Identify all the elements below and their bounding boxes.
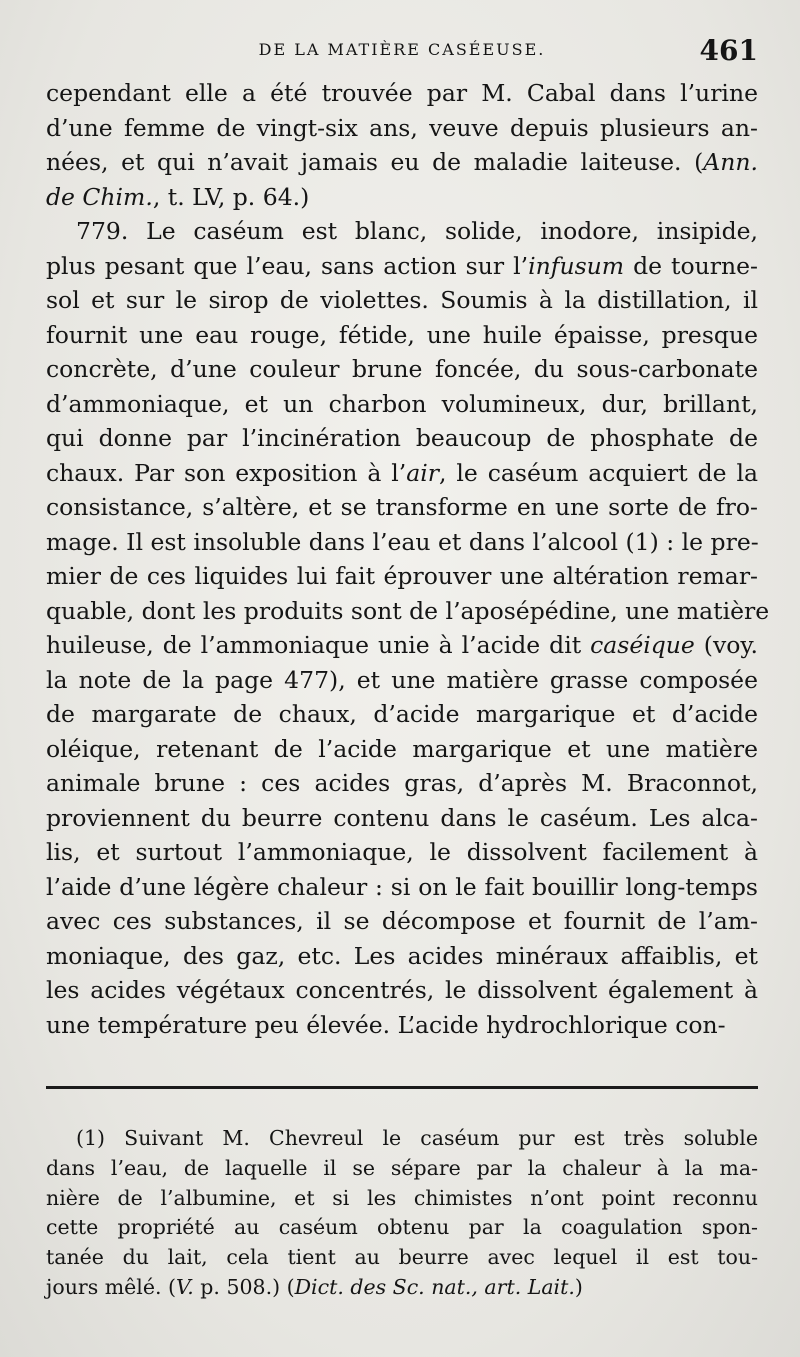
text-run: une température peu élevée. L’acide hydrochlorique con- xyxy=(46,1010,726,1039)
text-run: fournit une eau rouge, fétide, une huile épaisse, presque xyxy=(46,320,758,349)
text-run: qui donne par l’incinération beaucoup de phosphate de xyxy=(46,424,758,452)
text-line xyxy=(46,145,758,180)
text-run: d’une femme de vingt-six ans, veuve depuis plusieurs an- xyxy=(46,113,758,142)
text-line xyxy=(46,766,758,801)
text-run: de margarate de chaux, d’acide margarique et d’acide xyxy=(46,700,758,728)
text-run: p. 508.) ( xyxy=(193,1274,295,1299)
text-run: huileuse, de l’ammoniaque unie à l’acide dit xyxy=(46,631,591,659)
text-run: ) xyxy=(574,1274,583,1299)
text-line xyxy=(46,559,758,594)
text-line xyxy=(46,525,758,560)
text-run: l’aide d’une légère chaleur : si on le fait bouillir long-temps xyxy=(46,872,758,901)
text-run: (1) Suivant M. Chevreul le caséum pur est très soluble xyxy=(76,1126,758,1150)
footnote xyxy=(46,1124,758,1303)
text-run: jours mêlé. ( xyxy=(46,1274,177,1299)
body-text xyxy=(46,76,770,1042)
footnote-line xyxy=(46,1273,758,1303)
text-line xyxy=(46,835,758,870)
text-run: oléique, retenant de l’acide margarique et une matière xyxy=(46,734,758,763)
footnote-line xyxy=(46,1124,758,1154)
text-run: dans l’eau, de laquelle il se sépare par la chaleur à la ma- xyxy=(46,1155,758,1180)
footnote-rule xyxy=(46,1086,758,1089)
italic-text: caséique xyxy=(590,631,695,659)
text-run: concrète, d’une couleur brune foncée, du sous-carbonate xyxy=(46,355,758,383)
text-run: mage. Il est insoluble dans l’eau et dans l’alcool (1) : le pre- xyxy=(46,527,759,556)
text-line xyxy=(46,1008,758,1043)
italic-text: Dict. des Sc. nat., art. Lait. xyxy=(294,1274,575,1299)
text-run: (voy. xyxy=(694,631,758,659)
text-run: moniaque, des gaz, etc. Les acides minéraux affaiblis, et xyxy=(46,941,758,970)
footnote-line xyxy=(46,1184,758,1214)
running-head: DE LA MATIÈRE CASÉEUSE. xyxy=(258,40,546,59)
text-line xyxy=(46,801,758,836)
italic-text: de Chim. xyxy=(46,182,153,211)
text-line xyxy=(46,594,770,629)
text-line xyxy=(46,318,758,353)
italic-text: V. xyxy=(176,1274,194,1299)
text-run: consistance, s’altère, et se transforme en une sorte de fro- xyxy=(46,493,758,521)
italic-text: air xyxy=(406,458,440,487)
text-line xyxy=(46,283,758,318)
text-line xyxy=(46,249,758,284)
text-line xyxy=(46,697,758,732)
text-run: cependant elle a été trouvée par M. Cabal dans l’urine xyxy=(46,79,758,107)
text-run: quable, dont les produits sont de l’aposépédine, une matière xyxy=(46,596,770,625)
text-line xyxy=(46,663,758,698)
text-run: tanée du lait, cela tient au beurre avec lequel il est tou- xyxy=(46,1245,758,1270)
text-line xyxy=(46,456,758,491)
italic-text: Ann. xyxy=(703,148,758,176)
text-run: d’ammoniaque, et un charbon volumineux, dur, brillant, xyxy=(46,389,758,418)
italic-text: infusum xyxy=(528,251,625,280)
text-line xyxy=(46,732,758,767)
text-run: la note de la page 477), et une matière grasse composée xyxy=(46,665,758,694)
text-line xyxy=(46,180,758,215)
text-run: lis, et surtout l’ammoniaque, le dissolvent facilement à xyxy=(46,838,758,866)
text-line xyxy=(46,628,758,663)
text-run: plus pesant que l’eau, sans action sur l’ xyxy=(46,251,529,280)
text-run: animale brune : ces acides gras, d’après M. Braconnot, xyxy=(46,769,758,797)
text-line xyxy=(46,387,758,422)
text-run: chaux. Par son exposition à l’ xyxy=(46,458,407,487)
text-line xyxy=(46,421,758,456)
text-line xyxy=(46,939,758,974)
page-header xyxy=(46,34,758,74)
text-run: de tourne- xyxy=(624,251,758,280)
page-number: 461 xyxy=(699,34,758,67)
text-run: proviennent du beurre contenu dans le caséum. Les alca- xyxy=(46,803,758,832)
text-run: , t. LV, p. 64.) xyxy=(152,182,310,211)
text-run: nière de l’albumine, et si les chimistes n’ont point reconnu xyxy=(46,1185,758,1210)
text-line xyxy=(46,490,758,525)
text-run: avec ces substances, il se décompose et fournit de l’am- xyxy=(46,907,758,935)
text-run: nées, et qui n’avait jamais eu de maladie laiteuse. ( xyxy=(46,148,704,176)
text-line xyxy=(46,214,758,249)
footnote-line xyxy=(46,1213,758,1243)
text-line xyxy=(46,111,758,146)
text-run: mier de ces liquides lui fait éprouver une altération remar- xyxy=(46,562,758,590)
text-line xyxy=(46,870,758,905)
text-run: , le caséum acquiert de la xyxy=(439,458,758,487)
text-line xyxy=(46,904,758,939)
text-line xyxy=(46,76,758,111)
text-run: cette propriété au caséum obtenu par la coagulation spon- xyxy=(46,1215,758,1240)
text-line xyxy=(46,973,758,1008)
text-run: sol et sur le sirop de violettes. Soumis à la distillation, il xyxy=(46,286,758,314)
text-line xyxy=(46,352,758,387)
text-run: 779. Le caséum est blanc, solide, inodore, insipide, xyxy=(76,217,758,245)
footnote-line xyxy=(46,1154,758,1184)
text-run: les acides végétaux concentrés, le dissolvent également à xyxy=(46,976,758,1004)
footnote-line xyxy=(46,1243,758,1273)
